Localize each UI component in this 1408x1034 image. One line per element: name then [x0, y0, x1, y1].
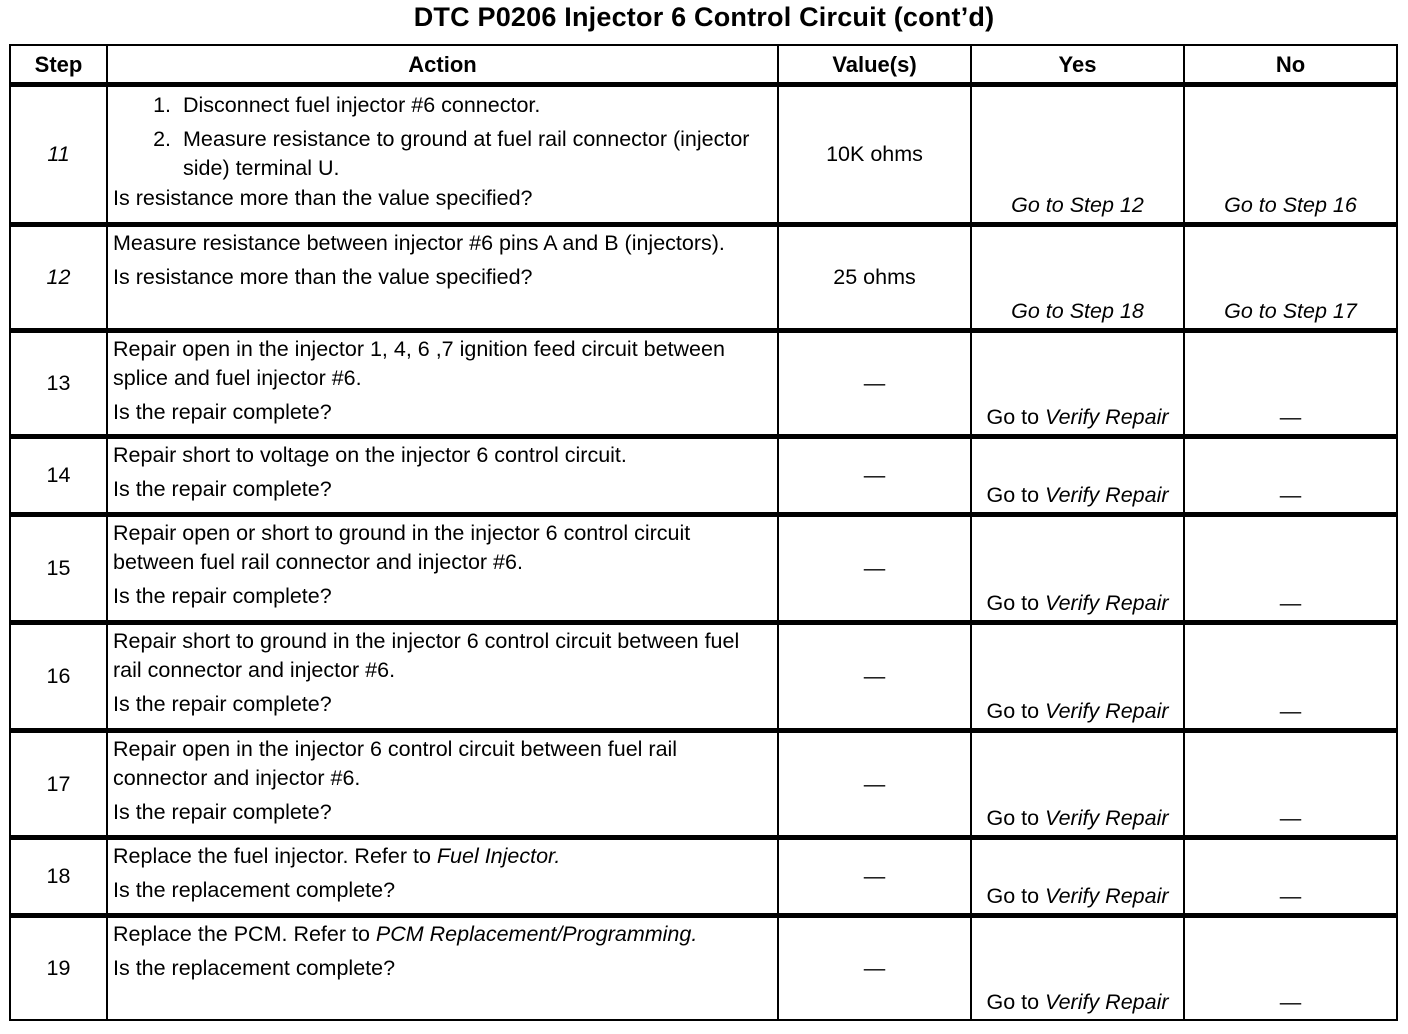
empty-dash: — — [1279, 483, 1302, 507]
action-cell — [107, 85, 778, 225]
action-text: Repair short to ground in the injector 6 control circuit between fuel rail connector and injector #6. — [113, 629, 740, 682]
action-question: Is the replacement complete? — [113, 956, 396, 980]
yes-cell — [971, 916, 1184, 1020]
table-row — [10, 838, 1397, 916]
header-values: Value(s) — [778, 45, 971, 85]
step-number: 11 — [10, 85, 107, 225]
empty-dash: — — [863, 864, 886, 888]
action-question: Is resistance more than the value specified? — [113, 186, 533, 210]
no-cell — [1184, 838, 1397, 916]
yes-cell — [971, 437, 1184, 515]
action-text: Repair open in the injector 1, 4, 6 ,7 ignition feed circuit between splice and fuel injector #6. — [113, 337, 725, 390]
action-prefix: Replace the PCM. Refer to — [113, 922, 370, 946]
action-list-item: 2. Measure resistance to ground at fuel rail connector (injector side) terminal U. — [177, 125, 771, 183]
action-cell — [107, 331, 778, 437]
no-cell — [1184, 515, 1397, 623]
action-question: Is resistance more than the value specified? — [113, 265, 533, 289]
action-question: Is the repair complete? — [113, 800, 332, 824]
header-yes: Yes — [971, 45, 1184, 85]
header-no: No — [1184, 45, 1397, 85]
empty-dash: — — [1279, 699, 1302, 723]
action-text — [113, 920, 771, 949]
value-cell — [778, 437, 971, 515]
action-cell — [107, 515, 778, 623]
action-cell — [107, 623, 778, 731]
value-cell — [778, 916, 971, 1020]
header-action: Action — [107, 45, 778, 85]
table-row — [10, 85, 1397, 225]
value-cell — [778, 838, 971, 916]
table-header-row — [10, 45, 1397, 85]
yes-cell — [971, 838, 1184, 916]
action-cell — [107, 916, 778, 1020]
empty-dash: — — [1279, 884, 1302, 908]
yes-prefix: Go to — [986, 405, 1040, 429]
no-link[interactable]: Go to Step 16 — [1184, 85, 1397, 225]
no-cell — [1184, 623, 1397, 731]
value-cell: 25 ohms — [778, 225, 971, 331]
step-number: 13 — [10, 331, 107, 437]
no-cell — [1184, 731, 1397, 838]
header-step: Step — [10, 45, 107, 85]
page-title: DTC P0206 Injector 6 Control Circuit (cont’d) — [413, 2, 995, 32]
table-row — [10, 515, 1397, 623]
step-number: 12 — [10, 225, 107, 331]
no-cell — [1184, 916, 1397, 1020]
empty-dash: — — [1279, 405, 1302, 429]
table-row — [10, 623, 1397, 731]
action-text: Measure resistance between injector #6 pins A and B (injectors). — [113, 231, 725, 255]
yes-prefix: Go to — [986, 884, 1040, 908]
action-question: Is the repair complete? — [113, 477, 332, 501]
yes-link[interactable]: Go to Step 12 — [971, 85, 1184, 225]
no-link[interactable]: Go to Step 17 — [1184, 225, 1397, 331]
yes-prefix: Go to — [986, 483, 1040, 507]
action-question: Is the repair complete? — [113, 400, 332, 424]
step-number: 19 — [10, 916, 107, 1020]
empty-dash: — — [863, 371, 886, 395]
step-number: 16 — [10, 623, 107, 731]
yes-cell — [971, 331, 1184, 437]
action-question: Is the repair complete? — [113, 692, 332, 716]
action-list-item: 1. Disconnect fuel injector #6 connector. — [177, 91, 771, 120]
verify-repair-link[interactable]: Verify Repair — [1045, 483, 1169, 507]
action-text: Repair open in the injector 6 control circuit between fuel rail connector and injector #6. — [113, 737, 678, 790]
action-cell — [107, 838, 778, 916]
step-number: 17 — [10, 731, 107, 838]
empty-dash: — — [1279, 806, 1302, 830]
verify-repair-link[interactable]: Verify Repair — [1045, 989, 1169, 1014]
table-row — [10, 916, 1397, 1020]
value-cell — [778, 331, 971, 437]
yes-cell — [971, 515, 1184, 623]
verify-repair-link[interactable]: Verify Repair — [1045, 884, 1169, 908]
table-row — [10, 225, 1397, 331]
empty-dash: — — [1279, 989, 1302, 1014]
action-text — [113, 842, 771, 871]
action-question: Is the replacement complete? — [113, 878, 396, 902]
yes-cell — [971, 623, 1184, 731]
yes-prefix: Go to — [986, 989, 1040, 1014]
yes-prefix: Go to — [986, 591, 1040, 615]
yes-prefix: Go to — [986, 699, 1040, 723]
no-cell — [1184, 331, 1397, 437]
yes-link[interactable]: Go to Step 18 — [971, 225, 1184, 331]
value-cell — [778, 623, 971, 731]
yes-prefix: Go to — [986, 806, 1040, 830]
action-text: Repair open or short to ground in the injector 6 control circuit between fuel rail connector and injector #6. — [113, 521, 691, 574]
yes-cell — [971, 731, 1184, 838]
action-question: Is the repair complete? — [113, 584, 332, 608]
action-cell — [107, 225, 778, 331]
action-list — [113, 91, 771, 183]
value-cell: 10K ohms — [778, 85, 971, 225]
table-row — [10, 731, 1397, 838]
empty-dash: — — [863, 463, 886, 487]
empty-dash: — — [863, 664, 886, 688]
empty-dash: — — [863, 771, 886, 796]
action-prefix: Replace the fuel injector. Refer to — [113, 844, 431, 868]
empty-dash: — — [863, 955, 886, 980]
verify-repair-link[interactable]: Verify Repair — [1045, 699, 1169, 723]
verify-repair-link[interactable]: Verify Repair — [1045, 405, 1169, 429]
no-cell — [1184, 437, 1397, 515]
step-number: 15 — [10, 515, 107, 623]
empty-dash: — — [863, 556, 886, 580]
fuel-injector-link[interactable]: Fuel Injector. — [436, 844, 561, 868]
action-text: Repair short to voltage on the injector 6 control circuit. — [113, 443, 627, 467]
table-row — [10, 331, 1397, 437]
empty-dash: — — [1279, 591, 1302, 615]
diagnostic-table — [9, 44, 1398, 1021]
table-row — [10, 437, 1397, 515]
value-cell — [778, 731, 971, 838]
step-number: 18 — [10, 838, 107, 916]
value-cell — [778, 515, 971, 623]
step-number: 14 — [10, 437, 107, 515]
action-cell — [107, 731, 778, 838]
action-cell — [107, 437, 778, 515]
pcm-replacement-link[interactable]: PCM Replacement/Programming. — [375, 922, 698, 946]
verify-repair-link[interactable]: Verify Repair — [1045, 591, 1169, 615]
verify-repair-link[interactable]: Verify Repair — [1045, 806, 1169, 830]
